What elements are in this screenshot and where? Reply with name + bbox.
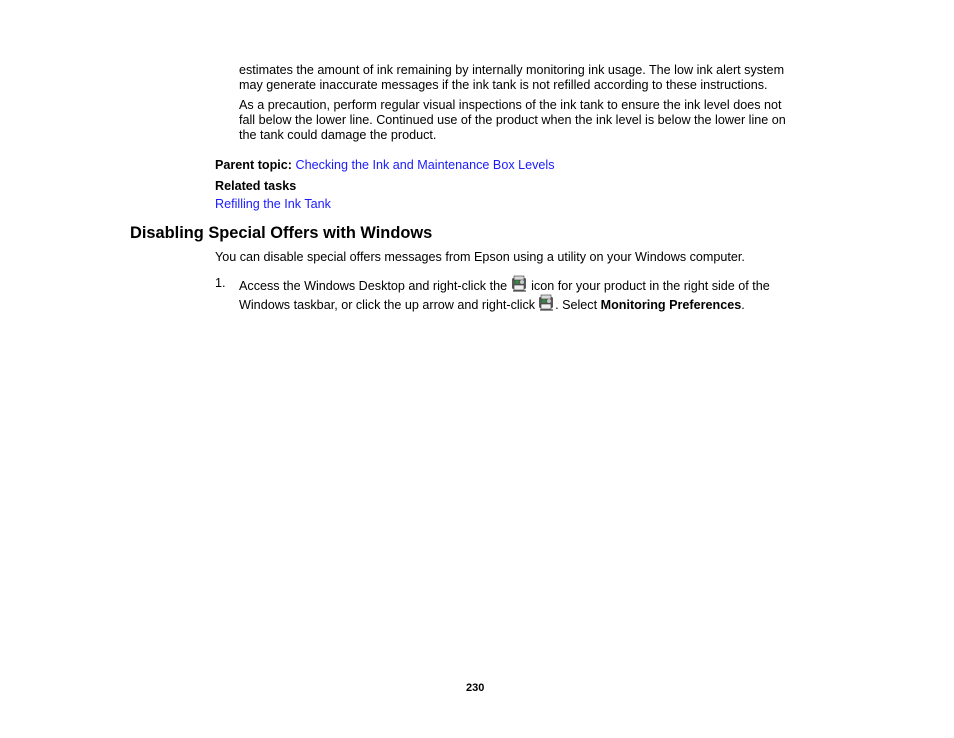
printer-monitor-icon (511, 275, 528, 292)
related-tasks (215, 197, 331, 212)
step1-line2-start: Windows taskbar, or click the up arrow and right-click (239, 298, 536, 312)
intro-para1-line2: may generate inaccurate messages if the ink tank is not refilled according to these instructions. (239, 78, 768, 92)
intro-para2-line2: fall below the lower line. Continued use of the product when the ink level is below the lower line on (239, 113, 786, 127)
related-tasks-label: Related tasks (215, 179, 297, 193)
monitoring-preferences-label: Monitoring Preferences (600, 298, 742, 312)
step1-line1-end: icon for your product in the right side of the (531, 279, 770, 293)
printer-monitor-icon (538, 294, 555, 311)
page-number: 230 (466, 682, 485, 694)
intro-para2-line3: the tank could damage the product. (239, 128, 437, 142)
intro-para2-line1: As a precaution, perform regular visual inspections of the ink tank to ensure the ink level does not (239, 98, 782, 112)
section-intro: You can disable special offers messages from Epson using a utility on your Windows computer. (215, 250, 745, 264)
step-number: 1. (215, 276, 226, 290)
parent-topic-label: Parent topic: (215, 158, 292, 172)
step1-line1 (239, 275, 770, 294)
step1-line1-start: Access the Windows Desktop and right-click the (239, 279, 508, 293)
parent-topic (215, 158, 555, 173)
related-task-link[interactable]: Refilling the Ink Tank (215, 197, 331, 211)
step1-line2 (239, 294, 745, 313)
step1-line2-mid: . Select (555, 298, 598, 312)
section-heading: Disabling Special Offers with Windows (130, 224, 433, 242)
parent-topic-link[interactable]: Checking the Ink and Maintenance Box Levels (295, 158, 555, 172)
step1-line2-end: . (741, 298, 745, 312)
intro-para1-line1: estimates the amount of ink remaining by internally monitoring ink usage. The low ink alert system (239, 63, 785, 77)
